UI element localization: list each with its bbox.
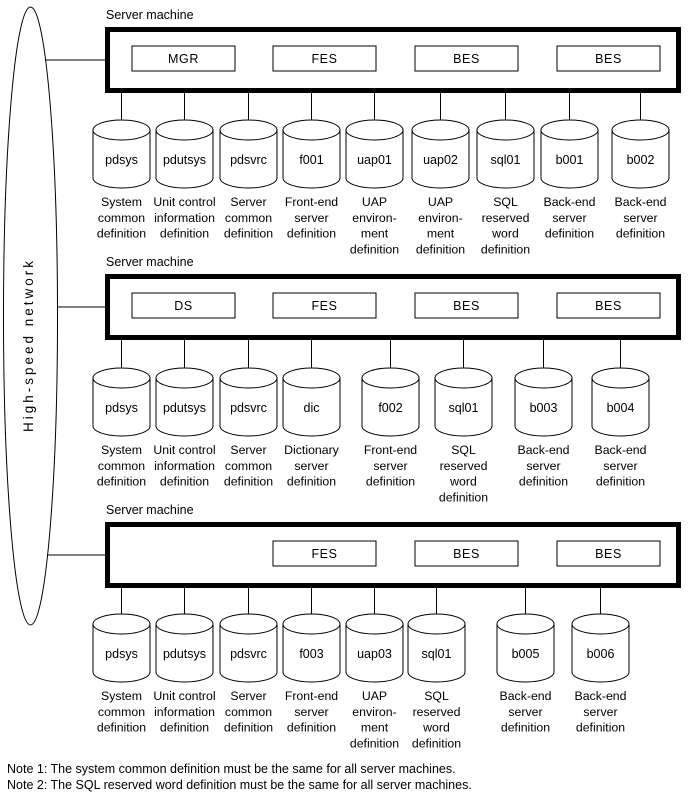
db-caption-line: server bbox=[552, 210, 587, 225]
db-caption-line: SQL bbox=[424, 689, 449, 703]
db-cylinder-f003 bbox=[283, 614, 340, 682]
db-caption-line: word bbox=[492, 226, 519, 241]
db-name: b005 bbox=[511, 647, 540, 661]
db-name: uap01 bbox=[357, 153, 392, 167]
db-caption-line: definition bbox=[480, 242, 531, 257]
db-cylinder-top bbox=[220, 368, 277, 388]
db-name: b002 bbox=[626, 153, 655, 167]
db-caption-line: definition bbox=[159, 474, 210, 489]
db-caption-line: definition bbox=[223, 226, 274, 241]
db-caption-line: Back-end bbox=[543, 195, 596, 209]
db-caption-line: Front-end bbox=[284, 689, 339, 703]
db-caption-line: environ- bbox=[352, 704, 397, 719]
db-caption-line: definition bbox=[411, 736, 462, 751]
db-cylinder-uap02 bbox=[412, 120, 469, 188]
db-caption-line: reserved bbox=[412, 704, 461, 719]
db-caption-line: Dictionary bbox=[284, 443, 339, 457]
db-name: pdsvrc bbox=[230, 153, 267, 167]
server-machine-label: Server machine bbox=[106, 503, 194, 517]
db-cylinder-pdutsys bbox=[156, 614, 213, 682]
db-cylinder-top bbox=[612, 120, 669, 140]
note-1: Note 1: The system common definition must be the same for all server machines. bbox=[7, 762, 456, 776]
db-cylinder-top bbox=[93, 120, 150, 140]
high-speed-network-label: High-speed network bbox=[21, 257, 36, 433]
db-cylinder-top bbox=[515, 368, 572, 388]
db-caption-line: ment bbox=[360, 226, 389, 241]
db-caption-line: server bbox=[508, 704, 543, 719]
server-box-label: BES bbox=[453, 547, 480, 561]
db-caption-line: definition bbox=[96, 226, 147, 241]
db-caption-line: server bbox=[294, 458, 329, 473]
notes bbox=[7, 762, 472, 792]
db-caption-line: common bbox=[224, 210, 273, 225]
db-caption-line: System bbox=[101, 443, 142, 457]
db-cylinder-top bbox=[283, 368, 340, 388]
db-name: uap02 bbox=[423, 153, 458, 167]
db-caption-line: Back-end bbox=[594, 443, 647, 457]
db-name: pdutsys bbox=[162, 401, 207, 415]
db-name: sql01 bbox=[490, 153, 521, 167]
high-speed-network bbox=[4, 7, 58, 625]
db-caption-line: definition bbox=[223, 474, 274, 489]
server-machine-label: Server machine bbox=[106, 255, 194, 269]
db-cylinder-top bbox=[572, 614, 629, 634]
db-cylinder-uap01 bbox=[346, 120, 403, 188]
db-caption-line: environ- bbox=[352, 210, 397, 225]
server-box-label: FES bbox=[311, 299, 338, 313]
db-caption-line: server bbox=[294, 704, 329, 719]
db-caption-line: SQL bbox=[451, 443, 476, 457]
db-cylinder-top bbox=[156, 614, 213, 634]
db-cylinder-top bbox=[156, 368, 213, 388]
db-cylinder-top bbox=[220, 614, 277, 634]
db-cylinder-pdutsys bbox=[156, 120, 213, 188]
db-caption-line: ment bbox=[426, 226, 455, 241]
db-caption-line: word bbox=[423, 720, 450, 735]
db-caption-line: server bbox=[583, 704, 618, 719]
db-name: f002 bbox=[378, 401, 403, 415]
db-name: uap03 bbox=[357, 647, 392, 661]
db-caption-line: Server bbox=[230, 195, 267, 209]
db-caption-line: server bbox=[526, 458, 561, 473]
db-caption-line: server bbox=[623, 210, 658, 225]
db-name: sql01 bbox=[448, 401, 479, 415]
db-caption-line: definition bbox=[349, 242, 400, 257]
db-name: sql01 bbox=[421, 647, 452, 661]
server-box-label: MGR bbox=[168, 52, 199, 66]
db-cylinder-top bbox=[592, 368, 649, 388]
db-caption-line: Back-end bbox=[499, 689, 552, 703]
db-caption-line: Front-end bbox=[363, 443, 418, 457]
db-caption-line: definition bbox=[96, 474, 147, 489]
db-name: pdsvrc bbox=[230, 647, 267, 661]
db-cylinder-top bbox=[93, 368, 150, 388]
server-machine bbox=[57, 255, 679, 504]
db-name: pdutsys bbox=[162, 647, 207, 661]
db-caption-line: definition bbox=[286, 474, 337, 489]
db-caption-line: reserved bbox=[439, 458, 488, 473]
db-name: pdsys bbox=[105, 401, 138, 415]
db-cylinder-top bbox=[497, 614, 554, 634]
db-caption-line: Unit control bbox=[153, 443, 216, 457]
db-caption-line: Back-end bbox=[614, 195, 667, 209]
db-name: dic bbox=[303, 401, 320, 415]
db-caption-line: common bbox=[97, 458, 146, 473]
db-cylinder-pdsvrc bbox=[220, 614, 277, 682]
db-cylinder-top bbox=[346, 120, 403, 140]
db-name: b003 bbox=[529, 401, 558, 415]
db-cylinder-b003 bbox=[515, 368, 572, 436]
db-caption-line: definition bbox=[223, 720, 274, 735]
db-cylinder-top bbox=[435, 368, 492, 388]
db-caption-line: UAP bbox=[427, 195, 454, 209]
db-caption-line: definition bbox=[544, 226, 595, 241]
db-caption-line: common bbox=[224, 458, 273, 473]
db-caption-line: System bbox=[101, 689, 142, 703]
db-cylinder-b005 bbox=[497, 614, 554, 682]
db-cylinder-pdsvrc bbox=[220, 368, 277, 436]
db-caption-line: Server bbox=[230, 689, 267, 703]
db-caption-line: server bbox=[373, 458, 408, 473]
server-box-label: BES bbox=[595, 299, 622, 313]
server-box-label: BES bbox=[453, 52, 480, 66]
db-cylinder-top bbox=[283, 614, 340, 634]
db-cylinder-b001 bbox=[541, 120, 598, 188]
db-caption-line: reserved bbox=[481, 210, 530, 225]
db-cylinder-b006 bbox=[572, 614, 629, 682]
db-name: pdsys bbox=[105, 647, 138, 661]
db-caption-line: server bbox=[294, 210, 329, 225]
db-caption-line: UAP bbox=[361, 689, 388, 703]
db-cylinder-top bbox=[541, 120, 598, 140]
db-name: b006 bbox=[586, 647, 615, 661]
db-caption-line: definition bbox=[500, 720, 551, 735]
server-machine-label: Server machine bbox=[106, 8, 194, 22]
server-box-label: FES bbox=[311, 52, 338, 66]
db-cylinder-pdutsys bbox=[156, 368, 213, 436]
db-cylinder-top bbox=[362, 368, 419, 388]
db-caption-line: Front-end bbox=[284, 195, 339, 209]
db-cylinder-top bbox=[283, 120, 340, 140]
server-box-label: BES bbox=[453, 299, 480, 313]
db-cylinder-top bbox=[93, 614, 150, 634]
db-caption-line: definition bbox=[595, 474, 646, 489]
server-machine bbox=[45, 8, 679, 256]
db-caption-line: System bbox=[101, 195, 142, 209]
db-cylinder-b004 bbox=[592, 368, 649, 436]
db-cylinder-top bbox=[346, 614, 403, 634]
db-caption-line: definition bbox=[159, 720, 210, 735]
db-cylinder-pdsys bbox=[93, 120, 150, 188]
db-cylinder-f002 bbox=[362, 368, 419, 436]
db-caption-line: word bbox=[450, 474, 477, 489]
db-caption-line: definition bbox=[415, 242, 466, 257]
db-caption-line: definition bbox=[96, 720, 147, 735]
db-name: b001 bbox=[555, 153, 584, 167]
db-cylinder-top bbox=[412, 120, 469, 140]
db-name: pdutsys bbox=[162, 153, 207, 167]
db-caption-line: definition bbox=[349, 736, 400, 751]
db-caption-line: definition bbox=[286, 720, 337, 735]
db-caption-line: UAP bbox=[361, 195, 388, 209]
db-cylinder-sql01 bbox=[408, 614, 465, 682]
db-caption-line: definition bbox=[575, 720, 626, 735]
db-name: f001 bbox=[299, 153, 324, 167]
server-machine bbox=[47, 503, 679, 750]
db-cylinder-top bbox=[477, 120, 534, 140]
db-cylinder-sql01 bbox=[477, 120, 534, 188]
db-caption-line: Server bbox=[230, 443, 267, 457]
db-caption-line: definition bbox=[438, 490, 489, 505]
db-caption-line: common bbox=[224, 704, 273, 719]
db-caption-line: definition bbox=[159, 226, 210, 241]
server-box-label: DS bbox=[174, 299, 193, 313]
db-caption-line: definition bbox=[286, 226, 337, 241]
db-cylinder-pdsys bbox=[93, 614, 150, 682]
db-caption-line: definition bbox=[615, 226, 666, 241]
note-2: Note 2: The SQL reserved word definition must be the same for all server machines. bbox=[7, 778, 472, 792]
db-caption-line: information bbox=[154, 210, 215, 225]
db-caption-line: definition bbox=[518, 474, 569, 489]
db-cylinder-uap03 bbox=[346, 614, 403, 682]
db-caption-line: Back-end bbox=[574, 689, 627, 703]
db-cylinder-top bbox=[220, 120, 277, 140]
db-caption-line: Back-end bbox=[517, 443, 570, 457]
db-name: pdsvrc bbox=[230, 401, 267, 415]
db-cylinder-dic bbox=[283, 368, 340, 436]
db-cylinder-f001 bbox=[283, 120, 340, 188]
db-caption-line: definition bbox=[365, 474, 416, 489]
db-caption-line: information bbox=[154, 704, 215, 719]
db-caption-line: server bbox=[603, 458, 638, 473]
db-name: b004 bbox=[606, 401, 635, 415]
server-box-label: FES bbox=[311, 547, 338, 561]
db-cylinder-b002 bbox=[612, 120, 669, 188]
db-cylinder-pdsys bbox=[93, 368, 150, 436]
server-machines bbox=[45, 8, 679, 750]
db-cylinder-top bbox=[156, 120, 213, 140]
db-name: f003 bbox=[299, 647, 324, 661]
db-caption-line: information bbox=[154, 458, 215, 473]
db-caption-line: environ- bbox=[418, 210, 463, 225]
db-caption-line: common bbox=[97, 210, 146, 225]
db-name: pdsys bbox=[105, 153, 138, 167]
db-caption-line: ment bbox=[360, 720, 389, 735]
db-cylinder-sql01 bbox=[435, 368, 492, 436]
db-caption-line: Unit control bbox=[153, 689, 216, 703]
db-cylinder-top bbox=[408, 614, 465, 634]
db-cylinder-pdsvrc bbox=[220, 120, 277, 188]
server-box-label: BES bbox=[595, 547, 622, 561]
db-caption-line: Unit control bbox=[153, 195, 216, 209]
server-box-label: BES bbox=[595, 52, 622, 66]
db-caption-line: SQL bbox=[493, 195, 518, 209]
db-caption-line: common bbox=[97, 704, 146, 719]
